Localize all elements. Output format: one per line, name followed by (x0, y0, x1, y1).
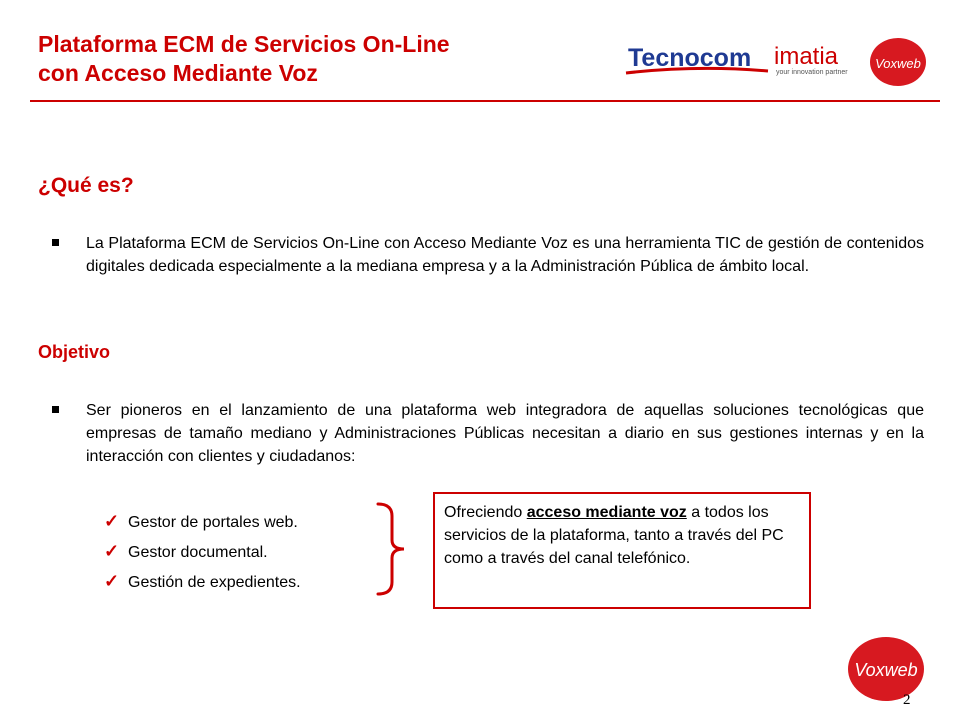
bullet-definition-text: La Plataforma ECM de Servicios On-Line con Acceso Mediante Voz es una herramienta TIC de gestión de contenidos digitales dedicada especialmente a la mediana empresa y a la Administración Pública de ámbito local. (86, 235, 924, 275)
svg-text:Voxweb: Voxweb (854, 660, 918, 680)
voxweb-logo (845, 634, 927, 704)
page-number: 2 (903, 692, 911, 708)
checkmark-icon: ✓ (104, 511, 120, 531)
imatia-logo (772, 40, 868, 80)
feature-label: Gestor de portales web. (128, 514, 298, 531)
slide-title (38, 30, 450, 88)
svg-text:your innovation partner: your innovation partner (776, 69, 848, 76)
feature-label: Gestión de expedientes. (128, 574, 301, 591)
title-line-2: con Acceso Mediante Voz (38, 60, 318, 86)
list-item (104, 506, 301, 536)
bullet-definition (52, 232, 924, 278)
checkmark-icon: ✓ (104, 541, 120, 561)
section-heading-objetivo: Objetivo (38, 342, 111, 362)
checkmark-icon: ✓ (104, 571, 120, 591)
curly-brace-icon (372, 500, 412, 598)
callout-emphasis: acceso mediante voz (526, 504, 687, 521)
title-line-1: Plataforma ECM de Servicios On-Line (38, 31, 450, 57)
feature-label: Gestor documental. (128, 544, 268, 561)
svg-text:imatia: imatia (774, 43, 839, 70)
svg-text:Voxweb: Voxweb (875, 56, 921, 71)
feature-checklist (104, 506, 301, 596)
section-heading-que-es: ¿Qué es? (38, 174, 134, 197)
list-item (104, 536, 301, 566)
callout-text-after: a todos los servicios de la plataforma, tanto a través del PC como a través del canal telefónico. (444, 504, 784, 567)
bullet-objective (52, 399, 924, 468)
tecnocom-logo (622, 40, 772, 84)
list-item (104, 566, 301, 596)
title-divider (30, 100, 940, 102)
square-bullet-icon (52, 406, 59, 413)
callout-text-before: Ofreciendo (444, 504, 527, 521)
bullet-objective-text: Ser pioneros en el lanzamiento de una plataforma web integradora de aquellas soluciones tecnológicas que empresas de tamaño mediano y Administraciones Públicas necesitan a diario en sus gestiones internas y en la interacción con clientes y ciudadanos: (86, 402, 924, 465)
square-bullet-icon (52, 239, 59, 246)
callout-box (433, 492, 811, 609)
voxweb-logo (868, 36, 928, 88)
svg-text:Tecnocom: Tecnocom (628, 44, 752, 72)
